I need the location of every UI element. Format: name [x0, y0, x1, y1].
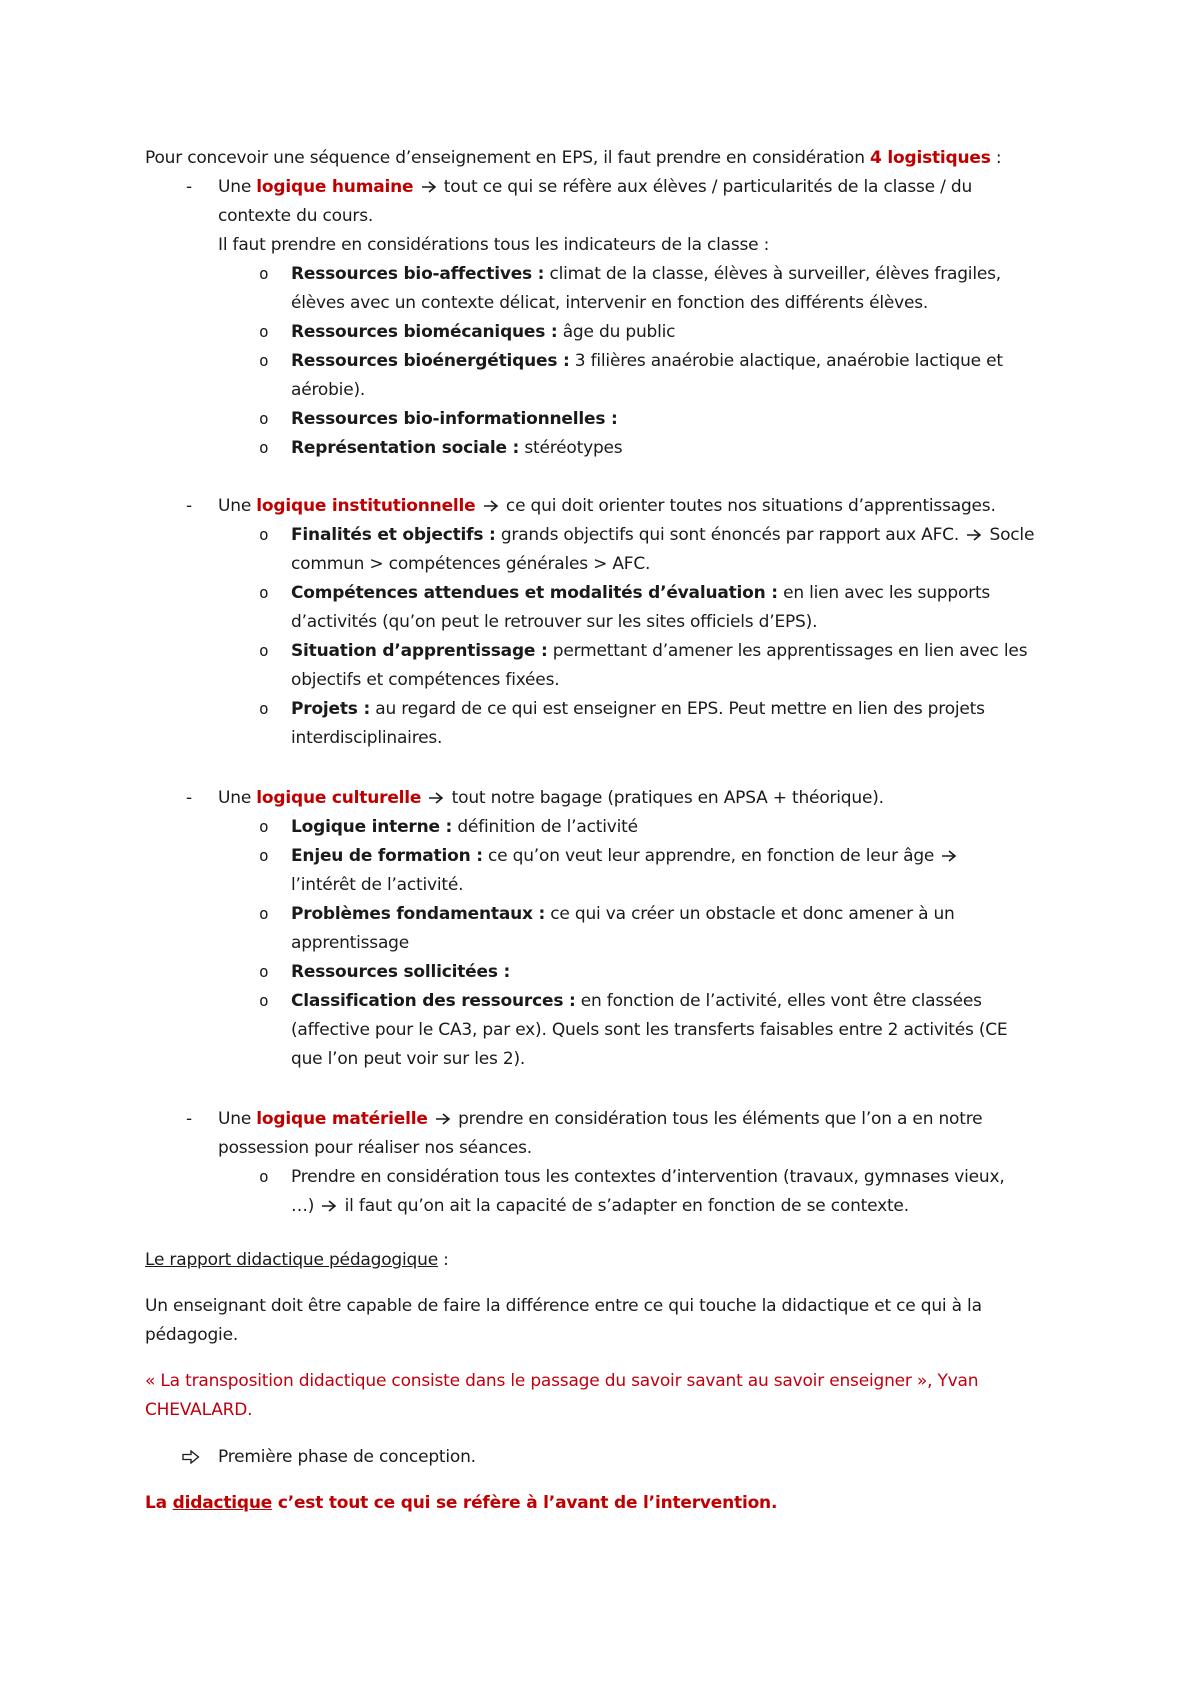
intro-tail: :	[990, 148, 1002, 168]
list-bullet: o	[259, 351, 269, 370]
intro-text: Pour concevoir une séquence d’enseignement en EPS, il faut prendre en considération	[145, 148, 871, 168]
materielle-text2: possession pour réaliser nos séances.	[218, 1138, 532, 1158]
item-text: ce qu’on veut leur apprendre, en fonction de leur âge	[482, 846, 935, 866]
section-heading-tail: :	[437, 1250, 449, 1270]
item-label: Logique interne :	[291, 817, 453, 837]
intro-line	[145, 146, 1001, 170]
materielle-line	[218, 1107, 982, 1131]
item-continuation: l’intérêt de l’activité.	[291, 875, 464, 895]
intro-highlight: 4 logistiques	[870, 148, 991, 168]
list-bullet: o	[259, 1167, 269, 1186]
item-continuation: élèves avec un contexte délicat, intervenir en fonction des différents élèves.	[291, 293, 929, 313]
list-item	[291, 262, 1001, 286]
item-text: stéréotypes	[519, 438, 623, 458]
final-term: didactique	[172, 1493, 273, 1513]
list-bullet: o	[259, 583, 269, 602]
item-text: permettant d’amener les apprentissages en lien avec les	[547, 641, 1028, 661]
humaine-term: logique humaine	[256, 177, 414, 197]
item-label: Situation d’apprentissage :	[291, 641, 548, 661]
list-item	[291, 639, 1027, 663]
item-continuation: interdisciplinaires.	[291, 728, 443, 748]
institutionnelle-text1: ce qui doit orienter toutes nos situations d’apprentissages.	[500, 496, 996, 516]
humaine-text2: contexte du cours.	[218, 206, 374, 226]
item-label: Enjeu de formation :	[291, 846, 483, 866]
list-item	[291, 697, 985, 721]
item-label: Ressources bio-informationnelles :	[291, 409, 618, 429]
culturelle-pre: Une	[218, 788, 257, 808]
dash-bullet: -	[186, 496, 192, 516]
dash-bullet: -	[186, 788, 192, 808]
dash-bullet: -	[186, 1109, 192, 1129]
culturelle-line	[218, 786, 884, 810]
item-label: Projets :	[291, 699, 371, 719]
item-text: au regard de ce qui est enseigner en EPS. Peut mettre en lien des projets	[370, 699, 985, 719]
item-text: ce qui va créer un obstacle et donc amener à un	[545, 904, 955, 924]
item-text: climat de la classe, élèves à surveiller, élèves fragiles,	[544, 264, 1001, 284]
list-item	[291, 407, 618, 431]
right-arrow-icon	[428, 792, 444, 804]
item-label: Représentation sociale :	[291, 438, 520, 458]
item-cont-text: il faut qu’on ait la capacité de s’adapter en fonction de se contexte.	[339, 1196, 909, 1216]
item-label: Compétences attendues et modalités d’évaluation :	[291, 583, 778, 603]
list-bullet: o	[259, 322, 269, 341]
item-text: en fonction de l’activité, elles vont être classées	[575, 991, 982, 1011]
right-arrow-icon	[941, 850, 957, 862]
paragraph-line: pédagogie.	[145, 1325, 239, 1345]
list-item	[291, 349, 1003, 373]
list-item: Prendre en considération tous les contextes d’intervention (travaux, gymnases vieux,	[291, 1167, 1005, 1187]
item-text: grands objectifs qui sont énoncés par rapport aux AFC.	[495, 525, 960, 545]
quote-line: CHEVALARD.	[145, 1400, 253, 1420]
list-bullet: o	[259, 438, 269, 457]
list-item	[291, 960, 510, 984]
materielle-pre: Une	[218, 1109, 257, 1129]
item-label: Ressources sollicitées :	[291, 962, 511, 982]
item-label: Ressources bio-affectives :	[291, 264, 545, 284]
materielle-text1: prendre en considération tous les éléments que l’on a en notre	[452, 1109, 983, 1129]
item-text-after-arrow: Socle	[984, 525, 1035, 545]
final-pre: La	[145, 1493, 173, 1513]
dash-bullet: -	[186, 177, 192, 197]
list-bullet: o	[259, 962, 269, 981]
item-text: 3 filières anaérobie alactique, anaérobie lactique et	[569, 351, 1003, 371]
list-bullet: o	[259, 817, 269, 836]
right-arrow-icon	[421, 181, 437, 193]
item-continuation: aérobie).	[291, 380, 366, 400]
item-continuation: objectifs et compétences fixées.	[291, 670, 560, 690]
item-cont-pre: …)	[291, 1196, 315, 1216]
item-text: définition de l’activité	[452, 817, 638, 837]
list-item	[291, 989, 982, 1013]
quote-line: « La transposition didactique consiste dans le passage du savoir savant au savoir enseigner », Yvan	[145, 1371, 979, 1391]
materielle-term: logique matérielle	[256, 1109, 428, 1129]
item-text: âge du public	[557, 322, 676, 342]
item-label: Ressources bioénergétiques :	[291, 351, 570, 371]
list-bullet: o	[259, 641, 269, 660]
list-bullet: o	[259, 991, 269, 1010]
list-bullet: o	[259, 846, 269, 865]
item-continuation: d’activités (qu’on peut le retrouver sur les sites officiels d’EPS).	[291, 612, 818, 632]
item-continuation: apprentissage	[291, 933, 410, 953]
culturelle-text1: tout notre bagage (pratiques en APSA + théorique).	[446, 788, 884, 808]
list-bullet: o	[259, 525, 269, 544]
right-arrow-icon	[321, 1200, 337, 1212]
item-label: Classification des ressources :	[291, 991, 576, 1011]
item-label: Problèmes fondamentaux :	[291, 904, 546, 924]
list-item	[291, 815, 638, 839]
right-arrow-icon	[483, 500, 499, 512]
item-continuation: que l’on peut voir sur les 2).	[291, 1049, 526, 1069]
list-item	[291, 902, 955, 926]
section-heading-text: Le rapport didactique pédagogique	[145, 1250, 438, 1270]
humaine-pre: Une	[218, 177, 257, 197]
list-item	[291, 844, 959, 868]
final-statement	[145, 1491, 777, 1515]
list-bullet: o	[259, 904, 269, 923]
institutionnelle-line	[218, 494, 996, 518]
item-continuation	[291, 1194, 909, 1218]
item-continuation: commun > compétences générales > AFC.	[291, 554, 651, 574]
humaine-line	[218, 175, 972, 199]
institutionnelle-term: logique institutionnelle	[256, 496, 476, 516]
phase-line: Première phase de conception.	[218, 1447, 476, 1467]
right-arrow-icon	[435, 1113, 451, 1125]
culturelle-term: logique culturelle	[256, 788, 422, 808]
list-bullet: o	[259, 699, 269, 718]
humaine-text3: Il faut prendre en considérations tous les indicateurs de la classe :	[218, 235, 770, 255]
humaine-text1: tout ce qui se réfère aux élèves / particularités de la classe / du	[438, 177, 973, 197]
section-heading	[145, 1248, 449, 1272]
item-text: en lien avec les supports	[777, 583, 991, 603]
item-label: Finalités et objectifs :	[291, 525, 496, 545]
list-item	[291, 320, 675, 344]
list-bullet: o	[259, 264, 269, 283]
list-item	[291, 523, 1034, 547]
final-tail: c’est tout ce qui se réfère à l’avant de l’intervention.	[272, 1493, 778, 1513]
paragraph-line: Un enseignant doit être capable de faire la différence entre ce qui touche la didactique et ce qui à la	[145, 1296, 982, 1316]
institutionnelle-pre: Une	[218, 496, 257, 516]
hollow-arrow-icon	[182, 1450, 200, 1464]
list-bullet: o	[259, 409, 269, 428]
item-label: Ressources biomécaniques :	[291, 322, 558, 342]
list-item	[291, 436, 622, 460]
list-item	[291, 581, 990, 605]
item-continuation: (affective pour le CA3, par ex). Quels sont les transferts faisables entre 2 activités (CE	[291, 1020, 1008, 1040]
right-arrow-icon	[966, 529, 982, 541]
